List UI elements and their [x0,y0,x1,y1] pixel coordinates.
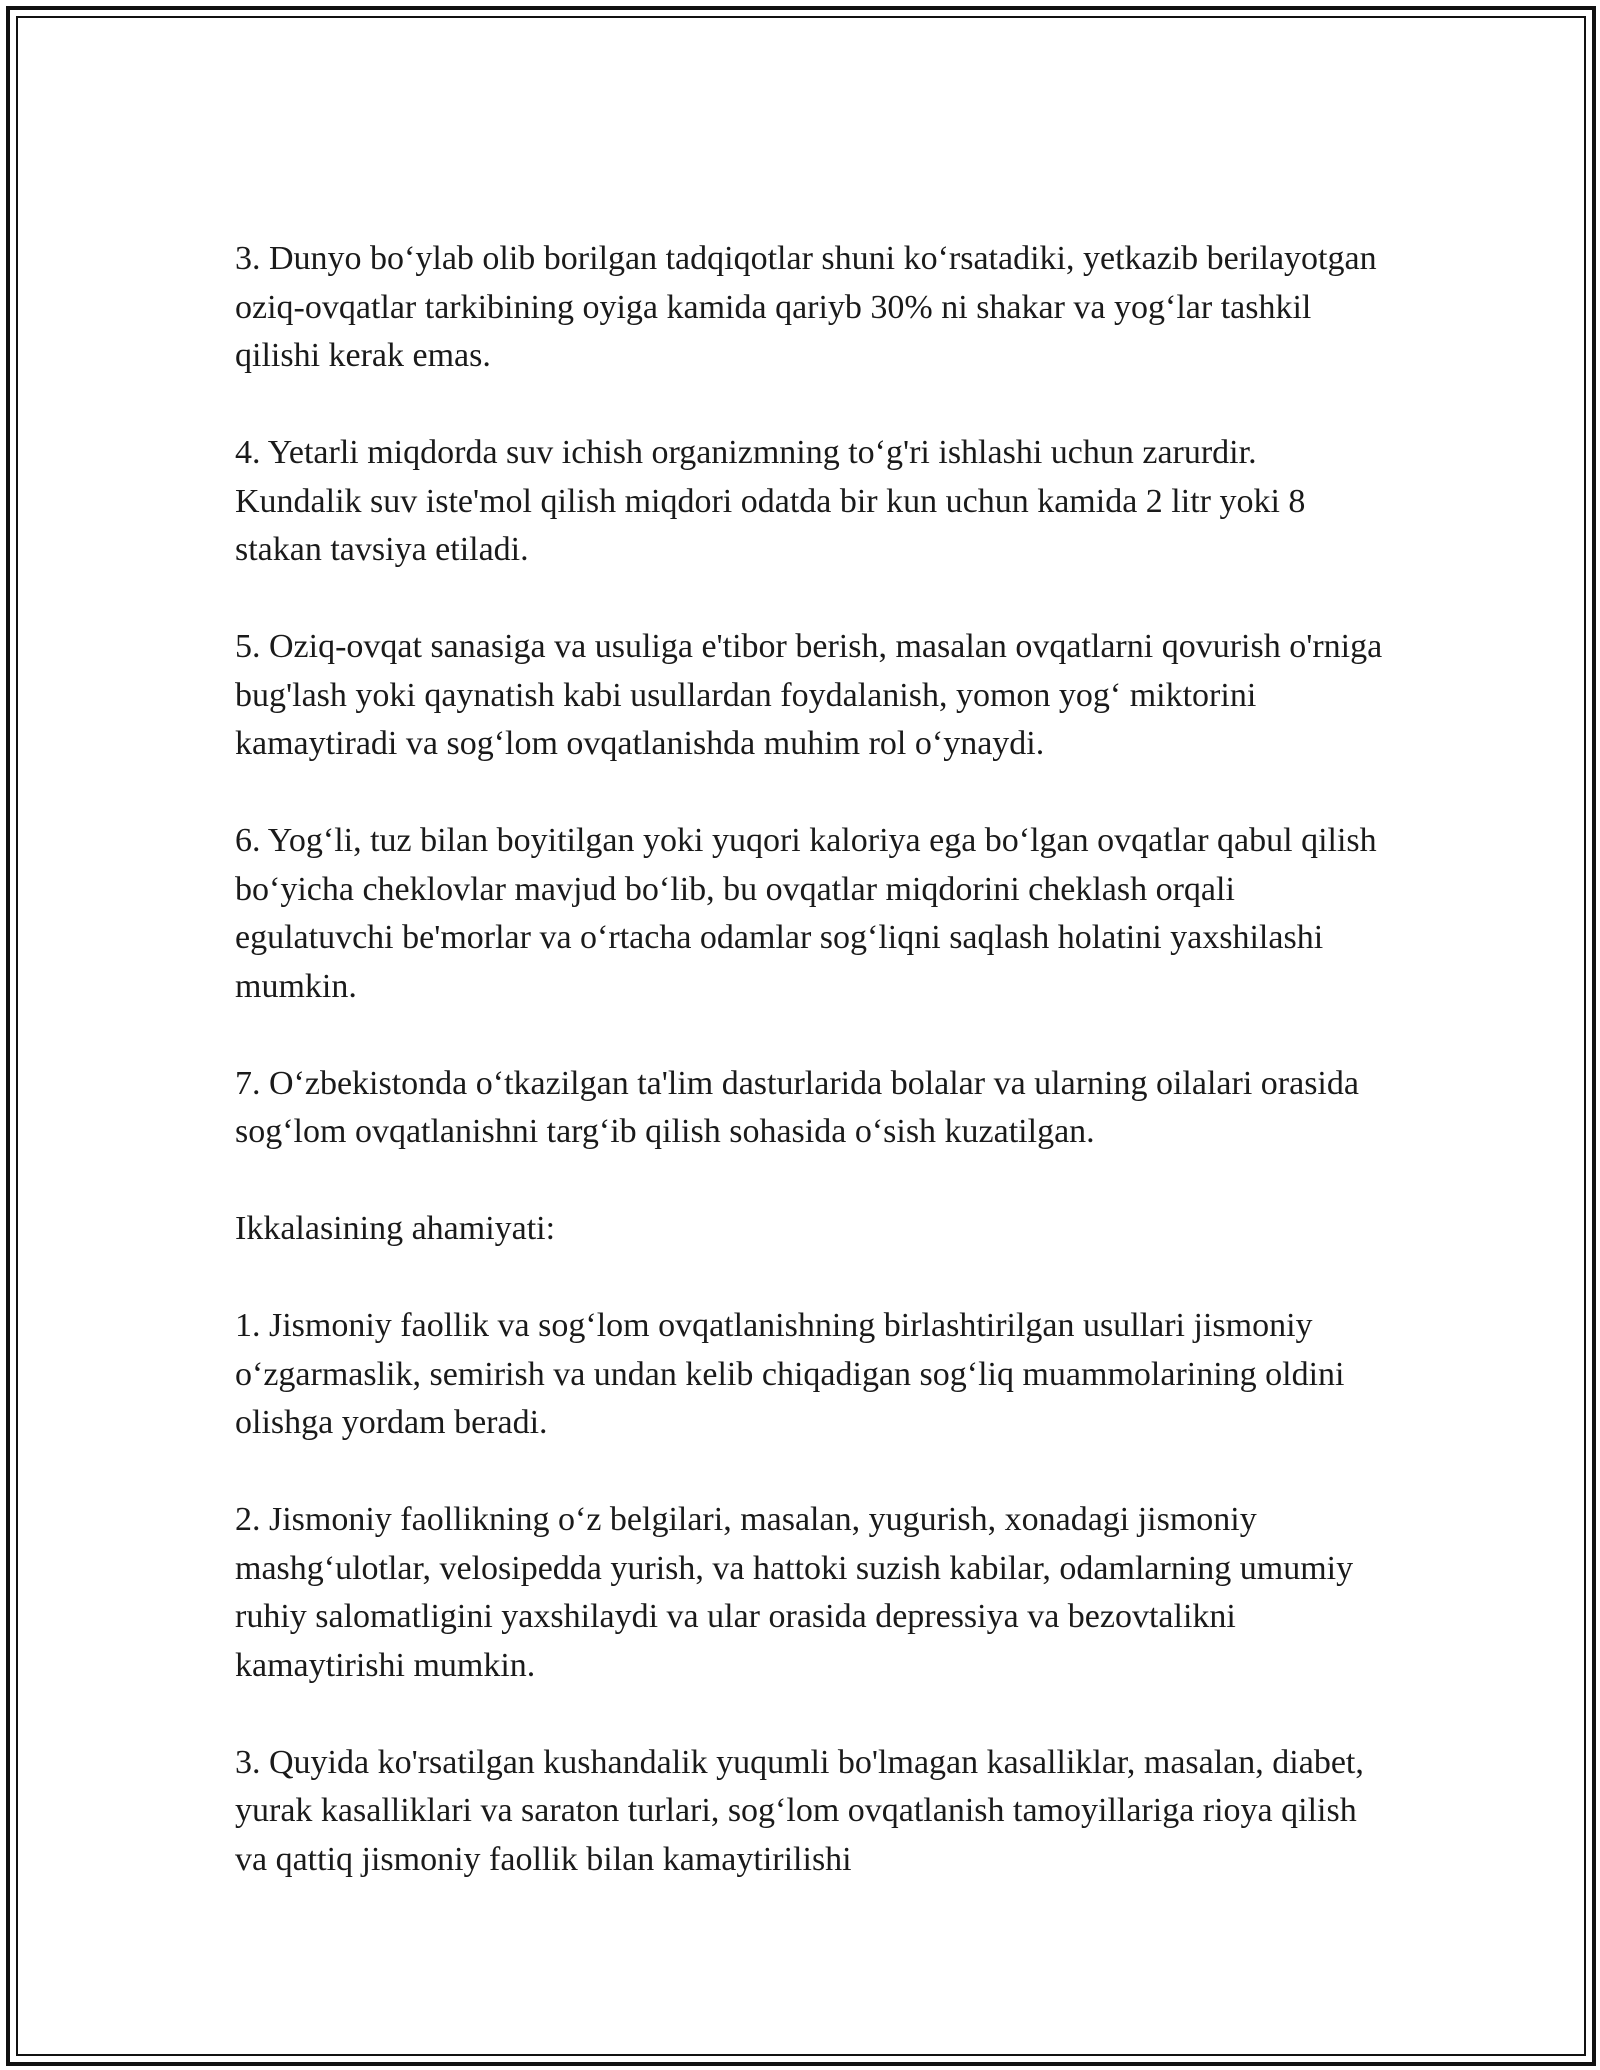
section-heading-importance: Ikkalasining ahamiyati: [235,1210,556,1247]
paragraph-item-3-sugar-fats: 3. Dunyo bo‘ylab olib borilgan tadqiqotlar shuni ko‘rsatadiki, yetkazib berilayotgan oziq-ovqatlar tarkibining oyiga kamida qariyb 30% ni shakar va yog‘lar tashkil qilishi kerak emas. [235,240,1377,374]
paragraph-importance-2: 2. Jismoniy faollikning o‘z belgilari, masalan, yugurish, xonadagi jismoniy mashg‘ulotlar, velosipedda yurish, va hattoki suzish kabilar, odamlarning umumiy ruhiy salomatligini yaxshilaydi va ular orasida depressiya va bezovtalikni kamaytirishi mumkin. [235,1501,1354,1684]
paragraph-importance-1: 1. Jismoniy faollik va sog‘lom ovqatlanishning birlashtirilgan usullari jismoniy o‘zgarmaslik, semirish va undan kelib chiqadigan sog‘liq muammolarining oldini olishga yordam beradi. [235,1307,1345,1441]
paragraph-item-4-water-intake: 4. Yetarli miqdorda suv ichish organizmning to‘g'ri ishlashi uchun zarurdir. Kundalik suv iste'mol qilish miqdori odatda bir kun uchun kamida 2 litr yoki 8 stakan tavsiya etiladi. [235,434,1306,568]
paragraph-importance-3: 3. Quyida ko'rsatilgan kushandalik yuqumli bo'lmagan kasalliklar, masalan, diabet, yurak kasalliklari va saraton turlari, sog‘lom ovqatlanish tamoyillariga rioya qilish va qattiq jismoniy faollik bilan kamaytirilishi [235,1743,1364,1878]
paragraph-item-7-education-programs: 7. O‘zbekistonda o‘tkazilgan ta'lim dasturlarida bolalar va ularning oilalari orasida sog‘lom ovqatlanishni targ‘ib qilish sohasida o‘sish kuzatilgan. [235,1064,1359,1150]
document-body [235,235,1385,1884]
paragraph-item-6-restrictions: 6. Yog‘li, tuz bilan boyitilgan yoki yuqori kaloriya ega bo‘lgan ovqatlar qabul qilish bo‘yicha cheklovlar mavjud bo‘lib, bu ovqatlar miqdorini cheklash orqali egulatuvchi be'morlar va o‘rtacha odamlar sog‘liqni saqlash holatini yaxshilashi mumkin. [235,822,1377,1005]
paragraph-item-5-cooking-methods: 5. Oziq-ovqat sanasiga va usuliga e'tibor berish, masalan ovqatlarni qovurish o'rniga bug'lash yoki qaynatish kabi usullardan foydalanish, yomon yog‘ miktorini kamaytiradi va sog‘lom ovqatlanishda muhim rol o‘ynaydi. [235,628,1383,762]
